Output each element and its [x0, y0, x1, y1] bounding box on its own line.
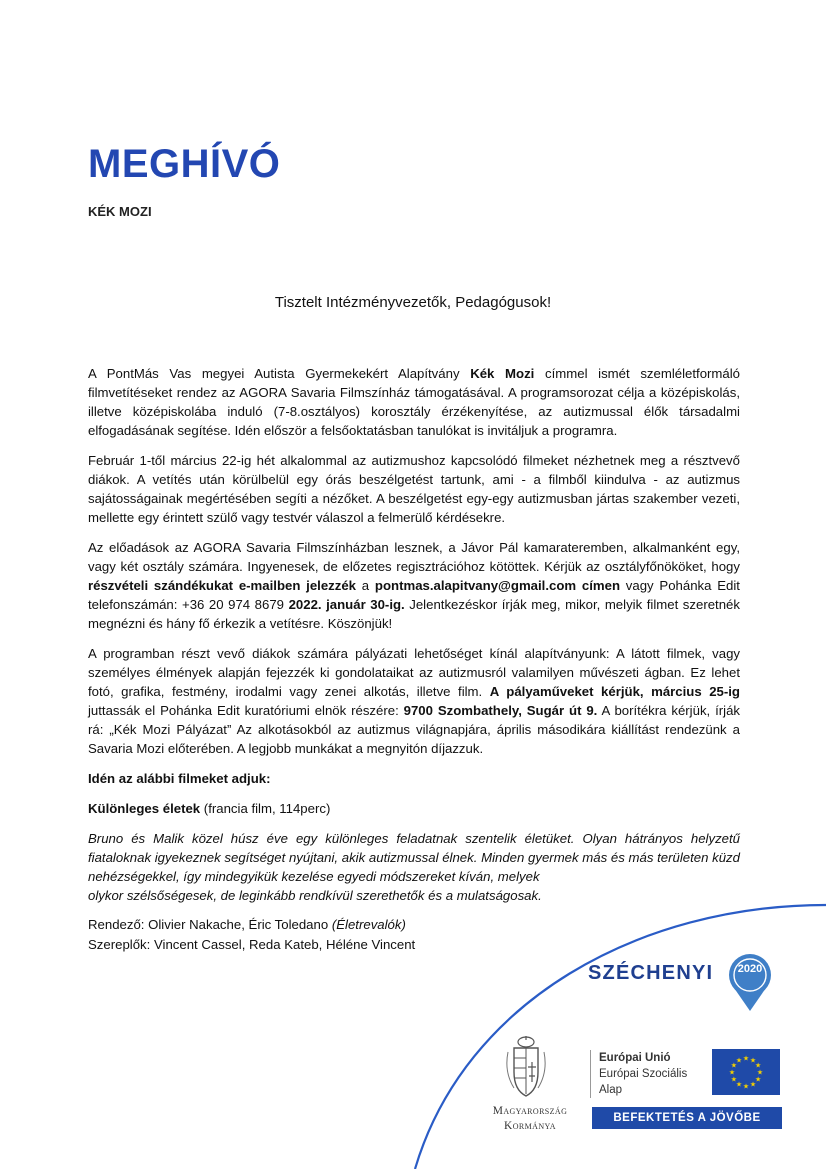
director-note: (Életrevalók) [331, 917, 406, 932]
investment-banner: BEFEKTETÉS A JÖVŐBE [592, 1107, 782, 1129]
szechenyi-wordmark: SZÉCHENYI [588, 962, 714, 984]
gov-line: Magyarország [492, 1105, 568, 1117]
star-icon: ★ [749, 1081, 757, 1089]
director: Rendező: Olivier Nakache, Éric Toledano [88, 917, 332, 932]
page-subtitle: KÉK MOZI [88, 204, 152, 219]
text: A programban részt vevő diákok számára pályázati lehetőséget kínál alapítványunk: A látott filmek, vagy személyes élmények alapján fejezzék ki gondolataikat az autizmusról valamilyen művészeti ágban. Ez lehet fotó, grafika, festmény, irodalmi vagy zenei alkotás, illetve film. [88, 646, 740, 699]
program-name: Kék Mozi [470, 366, 535, 381]
star-icon: ★ [730, 1076, 738, 1084]
text: Jelentkezéskor írják meg, mikor, melyik filmet szeretnék megnézni és hány fő érkezik a vetítésre. Köszönjük! [88, 597, 740, 631]
page-title: MEGHÍVÓ [88, 142, 281, 186]
emphasis: részvételi szándékukat e-mailben jelezzék [88, 578, 357, 593]
deadline: 2022. január 30-ig. [288, 597, 405, 612]
government-wordmark [475, 1104, 585, 1134]
coat-of-arms-icon [506, 1036, 546, 1098]
star-icon: ★ [756, 1069, 764, 1077]
email-contact[interactable]: pontmas.alapitvany@gmail.com címen [374, 578, 620, 593]
location-pin-icon [716, 945, 786, 1013]
szechenyi-year: 2020 [737, 963, 763, 975]
text: Az előadások az AGORA Savaria Filmszínházban lesznek, a Jávor Pál kamarateremben, alkalmanként egy, vagy két osztály számára. Ingyenesek, de előzetes regisztrációhoz kötöttek. Kérjük az osztályfőnököket, hogy [88, 540, 740, 574]
greeting: Tisztelt Intézményvezetők, Pedagógusok! [274, 294, 552, 311]
star-icon: ★ [754, 1076, 762, 1084]
film-title: Különleges életek [88, 801, 201, 816]
cast-line: Szereplők: Vincent Cassel, Reda Kateb, Héléne Vincent [88, 937, 416, 952]
eu-fund-label [590, 1050, 687, 1098]
heading: Idén az alábbi filmeket adjuk: [88, 771, 271, 786]
text: A borítékra kérjük, írják rá: „Kék Mozi Pályázat” Az alkotásokból az autizmus világnapjára, április másodikára kiállítást rendezünk a Savaria Mozi előterében. A legjobb munkákat a megnyitón díjazzuk. [88, 703, 740, 756]
eu-line: Európai Szociális [599, 1068, 688, 1080]
eu-flag-icon [712, 1049, 780, 1095]
text: juttassák el Pohánka Edit kuratóriumi elnök részére: [88, 703, 404, 718]
gov-line: Kormánya [504, 1120, 556, 1132]
paragraph-schedule: Február 1-től március 22-ig hét alkalommal az autizmushoz kapcsolódó filmeket nézhetnek meg a résztvevő diákok. A vetítés után körülbelül egy órás beszélgetést tartunk, ami - a filmből kiindulva - az autizmus sajátosságainak megértésében segíti a nézőket. A beszélgetést egy-egy autizmusban jártas szakember vezeti, mellette egy érintett szülő vagy testvér válaszol a felmerülő kérdésekre. [88, 453, 740, 525]
star-icon: ★ [742, 1083, 750, 1091]
synopsis-text: Bruno és Malik közel húsz éve egy különleges feladatnak szentelik életüket. Olyan hátrányos helyzetű fiataloknak igyekeznek segítséget nyújtani, akik autizmussal élnek. Minden gyermek más és más területen küzd nehézségekkel, így mindegyikük kezelése egyedi módszereket kíván, melyek [88, 831, 740, 884]
star-icon: ★ [749, 1057, 757, 1065]
star-icon: ★ [754, 1062, 762, 1070]
eu-line: Európai Unió [599, 1052, 671, 1064]
eu-line: Alap [599, 1084, 623, 1096]
text: A PontMás Vas megyei Autista Gyermekekért Alapítvány [88, 366, 471, 381]
text: vagy Pohánka Edit telefonszámán: +36 20 974 8679 [88, 578, 740, 612]
star-icon: ★ [735, 1081, 743, 1089]
star-icon: ★ [728, 1069, 736, 1077]
emphasis: A pályaműveket kérjük, március 25-ig [489, 684, 740, 699]
postal-address: 9700 Szombathely, Sugár út 9. [403, 703, 598, 718]
star-icon: ★ [730, 1062, 738, 1070]
synopsis-text: olykor szélsőségesek, de leginkább rendkívül szerethetők és a mulatságosak. [88, 888, 542, 903]
text: címmel ismét szemléletformáló filmvetítéseket rendez az AGORA Savaria Filmszínház támogatásával. A programsorozat célja a középiskolás, illetve középiskolába induló (7-8.osztályos) korosztály érzékenyítése, az autizmussal élők társadalmi elfogadásának segítése. Idén először a felsőoktatásban tanulókat is invitáljuk a programra. [88, 366, 740, 438]
text: a [356, 578, 375, 593]
star-icon: ★ [742, 1055, 750, 1063]
film-meta: (francia film, 114perc) [200, 801, 331, 816]
star-icon: ★ [735, 1057, 743, 1065]
